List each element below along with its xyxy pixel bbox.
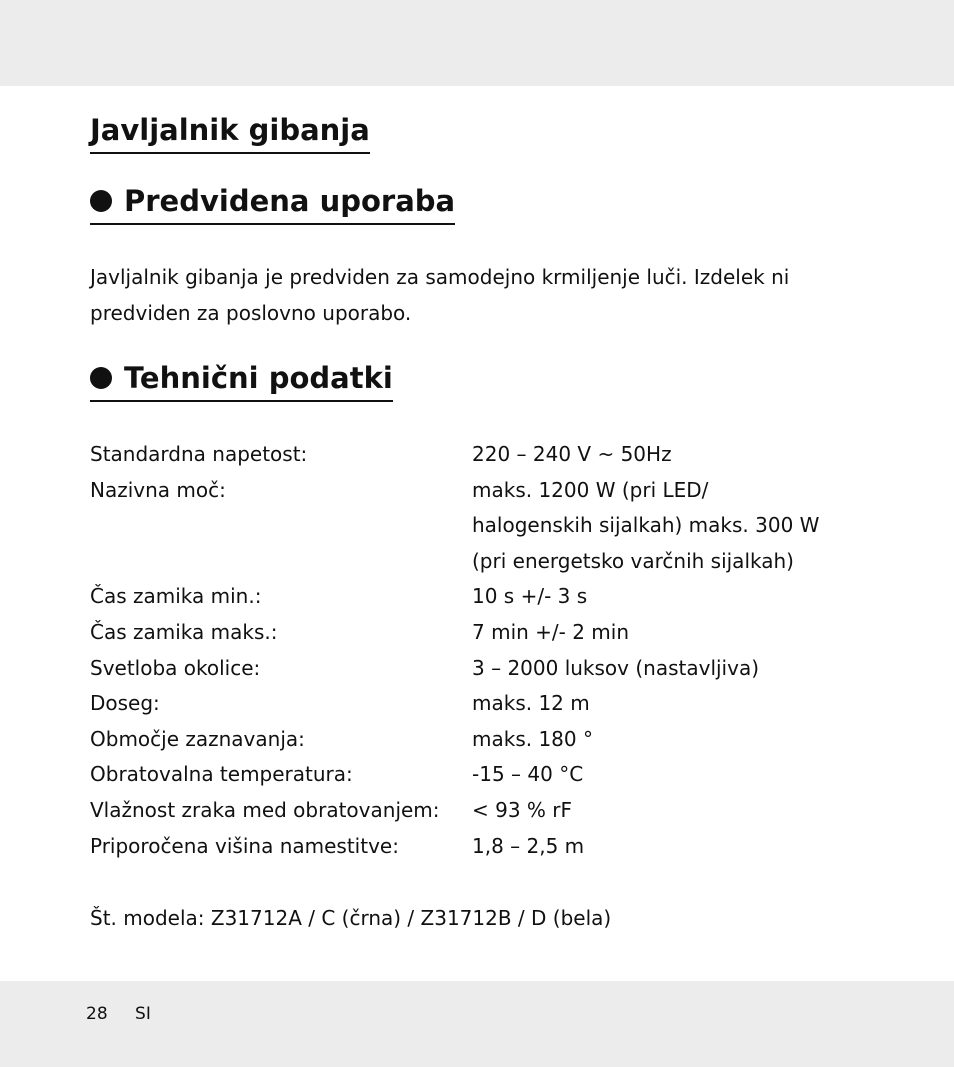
spec-table (90, 437, 890, 864)
spec-label: Vlažnost zraka med obratovanjem: (90, 797, 440, 822)
spec-label: Čas zamika min.: (90, 584, 262, 609)
spec-row (90, 757, 890, 793)
spec-value: 3 – 2000 luksov (nastavljiva) (472, 655, 760, 680)
spec-label (90, 544, 472, 580)
spec-row (90, 686, 890, 722)
spec-label: Obratovalna temperatura: (90, 762, 353, 787)
language-code: SI (135, 1004, 151, 1024)
usage-paragraph: Javljalnik gibanja je predviden za samodejno krmiljenje luči. Izdelek ni predviden za poslovno uporabo. (90, 265, 790, 325)
spec-row (90, 793, 890, 829)
spec-label: Svetloba okolice: (90, 655, 261, 680)
spec-value: 1,8 – 2,5 m (472, 833, 585, 858)
spec-value: < 93 % rF (472, 797, 573, 822)
spec-value: 220 – 240 V ~ 50Hz (472, 442, 672, 466)
section-heading-usage (90, 181, 455, 225)
section-heading-tech-text: Tehnični podatki (124, 361, 393, 395)
section-heading-usage-text: Predvidena uporaba (124, 184, 456, 218)
bullet-icon (90, 367, 112, 389)
spec-value: maks. 12 m (472, 691, 590, 716)
spec-value: 7 min +/- 2 min (472, 619, 630, 644)
spec-row (90, 437, 890, 473)
spec-row (90, 651, 890, 687)
spec-value: halogenskih sijalkah) maks. 300 W (472, 513, 820, 538)
bullet-icon (90, 190, 112, 212)
spec-label: Nazivna moč: (90, 477, 226, 502)
model-number: Št. modela: Z31712A / C (črna) / Z31712B / D (bela) (90, 906, 612, 930)
spec-row (90, 544, 890, 580)
spec-label: Območje zaznavanja: (90, 726, 305, 751)
spec-label: Priporočena višina namestitve: (90, 833, 399, 858)
spec-value: maks. 180 ° (472, 726, 593, 751)
spec-row (90, 722, 890, 758)
spec-value: maks. 1200 W (pri LED/ (472, 477, 709, 502)
page-footer (86, 1000, 151, 1028)
spec-label: Doseg: (90, 691, 160, 716)
document-title: Javljalnik gibanja (90, 110, 370, 154)
spec-value: 10 s +/- 3 s (472, 584, 588, 609)
spec-label (90, 508, 472, 544)
page-number: 28 (86, 1004, 108, 1024)
spec-row (90, 473, 890, 509)
spec-row (90, 829, 890, 865)
spec-value: -15 – 40 °C (472, 762, 584, 787)
spec-label: Standardna napetost: (90, 442, 308, 466)
spec-label: Čas zamika maks.: (90, 619, 278, 644)
spec-value: (pri energetsko varčnih sijalkah) (472, 548, 794, 573)
top-band (0, 0, 954, 86)
section-heading-tech (90, 358, 393, 402)
spec-row (90, 508, 890, 544)
spec-row (90, 579, 890, 615)
spec-row (90, 615, 890, 651)
